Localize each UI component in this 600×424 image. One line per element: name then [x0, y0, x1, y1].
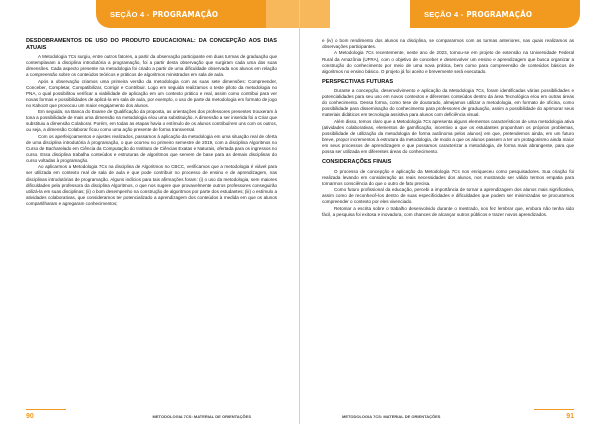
paragraph: Com os aperfeiçoamentos e ajustes realizados, passamos à aplicação da metodologia em uma situação real de oferta de uma disciplina introdutória à programação, o que ocorreu no primeiro semestre de 2019, com a disciplina Algoritmos no Curso de Bacharelado em Ciência da Computação do Instituto de Ciências Exatas e Naturais, ofertada para os ingressos no curso. Essa disciplina trabalha conteúdos e estruturas de algoritmos que servem de base para as demais disciplinas do curso voltadas à programação.: [26, 133, 277, 163]
paragraph: A Metodologia 7Cs surgiu, entre outros fatores, a partir da observação participante em duas turmas de graduação que contemplavam a disciplina introdutória a programação, foi a partir desta observação que surgiram cada uma das suas dimensões. Cada aspecto presente na metodologia foi criado a partir de uma dificuldade observada nos alunos em relação a compreensão sobre os conteúdos teóricos e práticos de algoritmos ministrados em sala de aula.: [26, 54, 277, 78]
page-footer: [0, 408, 299, 424]
page-number: 91: [566, 412, 574, 420]
section-banner: [96, 0, 266, 28]
section-label: SEÇÃO 4 -: [424, 9, 464, 19]
banner-accent: [300, 0, 330, 28]
paragraph: Após a observação criamos uma primeira versão da metodologia com as suas sete dimensões: Compreender, Conceber, Completar, Compatibilizar, Corrigir e Contribuir. Logo em seguida realizamos o teste piloto da metodologia no PNA, o qual possibilitou verificar a viabilidade de aplicação em um contexto prático e real, assim como contribui para ver novas formas e possibilidades de aplicá-la em sala de aula, por exemplo, o uso de parte da metodologia em formato de jogo no Kahoot! que provocou um maior engajamento dos alunos.: [26, 78, 277, 108]
section-subject: PROGRAMAÇÃO: [152, 9, 219, 19]
paragraph: Em seguida, na Banca do Exame de Qualificação da proposta, as orientações dos professores presentes trouxeram à tona a possibilidade de mais uma dimensão na metodologia e/ou uma substituição. A dimensão a ser inserida foi a Criar que substituiu a dimensão Colaborar. Porém, em todas as etapas havia o estímulo de os alunos contribuírem uns com os outros, ou seja, a dimensão Colaborar ficou como uma ação presente de forma transversal.: [26, 109, 277, 133]
banner-accent: [265, 0, 299, 28]
left-content: [26, 38, 277, 400]
paragraph: Além disso, temos claro que a Metodologia 7Cs apresenta alguns elementos característicos de uma metodologia ativa (atividades colaborativas, elementos de gamificação, incentivo a que os estudantes proponham os próprios problemas, possibilidade de utilização da metodologia de forma autônoma pelos alunos) em que, pretendemos ainda, em um futuro breve, propor incrementos à estrutura da metodologia, de modo a que os alunos passem a ter um protagonismo ainda maior em seus processos de aprendizagem e que possamos caracterizar a metodologia, de forma mais abrangente, para que possa ser utilizada em diferentes áreas do conhecimento.: [322, 118, 574, 155]
page-footer: [300, 408, 600, 424]
paragraph: Ao aplicarmos a Metodologia 7Cs na disciplina de Algoritmos no CBCC, verificamos que a metodologia é viável para ser utilizada em contexto real de sala de aula e que pode contribuir no processo de ensino e de aprendizagem, nas disciplinas introdutórias de programação. Alguns indícios para tais afirmações foram: (i) o uso da metodologia, sem maiores dificuldades pela professora da disciplina Algoritmos, o que nos sugere que provavelmente outros professores conseguirão utilizá-la em suas disciplinas; (ii) o bom desempenho na construção de algoritmos por parte dos estudantes; (iii) o estímulo a atividades colaborativas, que consideramos ter potencializado a aprendizagem dos conteúdos à medida em que os alunos compartilharam e agregaram conhecimentos;: [26, 164, 277, 206]
paragraph: O processo de concepção e aplicação da Metodologia 7Cs nos enriqueceu como pesquisadores. Sua criação foi realizada levando em consideração as reais necessidades dos alunos, nos mostrando ser válido termos empatia para tornarmos consciência do que o outro de fato precisa.: [322, 168, 574, 186]
section-heading: DESDOBRAMENTOS DE USO DO PRODUTO EDUCACIONAL: DA CONCEPÇÃO AOS DIAS ATUAIS: [26, 38, 277, 51]
right-content: [322, 38, 574, 400]
paragraph: e (iv) o bom rendimento dos alunos na disciplina, se compararmos com as turmas anteriores, nas quais realizamos as observações participantes.: [322, 38, 574, 50]
paragraph: Como futuro profissional da educação, percebi a importância de tornar a aprendizagem dos alunos mais significativa, assim como de reconhecê-los dentro de suas especificidades e dificuldades que podem ser minimizadas se procurarmos compreender o contexto por eles vivenciado.: [322, 187, 574, 205]
right-page: [300, 0, 600, 424]
paragraph: A Metodologia 7Cs recentemente, neste ano de 2023, tornou-se em projeto de extensão na Universidade Federal Rural da Amazônia (UFRA), com o objetivo de conceber e desenvolver um ensino e aprendizagem que busca organizar a construção do conhecimento por meio de uma nova prática, bem como para compreensão de conteúdos básicos de algoritmos no ensino básico. O projeto já foi aceito e brevemente será executado.: [322, 50, 574, 74]
paragraph: Durante a concepção, desenvolvimento e aplicação da Metodologia 7Cs, foram identificadas várias possibilidades e potencialidades para seu uso em novos contextos e diferentes conteúdos dentro da área Tecnológica e/ou em outras áreas do conhecimento. Dessa forma, como tese de doutorado, almejamos utilizar a metodologia, em formato de oficina, como possibilidade para disseminação do conhecimento para professores de graduação, assim a possibilidade do aprimorar seus materiais didáticos em tecnologia assistiva para alunos com deficiência visual.: [322, 88, 574, 118]
footer-title: METODOLOGIA 7CS: MATERIAL DE ORIENTAÇÕES: [152, 413, 251, 419]
heading-future: PERSPECTIVAS FUTURAS: [322, 78, 394, 85]
section-subject: PROGRAMAÇÃO: [466, 9, 533, 19]
section-label: SEÇÃO 4 -: [110, 9, 150, 19]
footer-title: METODOLOGIA 7CS: MATERIAL DE ORIENTAÇÕES: [342, 413, 441, 419]
paragraph: Retomar a escrita sobre o trabalho desenvolvido durante o mestrado, nos fez lembrar que, embora não tenha sido fácil, a pesquisa foi exitosa e inovadora, com chances de alcançar outros públicos e trazer novos aprendizados.: [322, 205, 574, 217]
page-number: 90: [26, 412, 34, 420]
section-banner: [410, 0, 580, 28]
heading-final: CONSIDERAÇÕES FINAIS: [322, 159, 392, 166]
